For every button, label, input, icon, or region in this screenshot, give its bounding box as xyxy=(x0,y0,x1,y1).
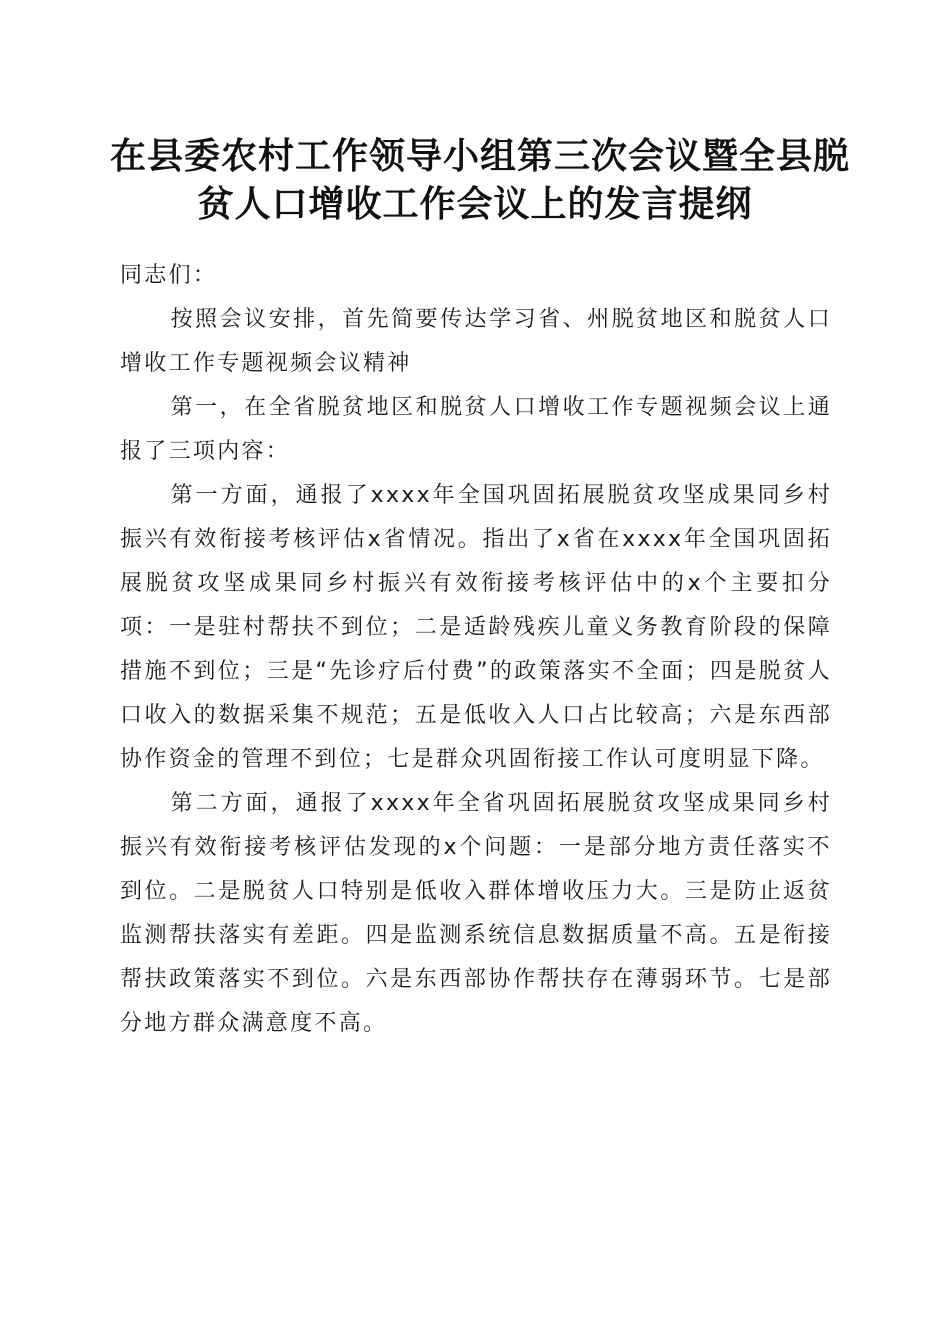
document-title xyxy=(110,132,851,228)
document-body xyxy=(120,254,832,1046)
salutation: 同志们： xyxy=(120,263,218,288)
paragraph-second-aspect: 第二方面，通报了xxxx年全省巩固拓展脱贫攻坚成果同乡村振兴有效衔接考核评估发现的x个问题：一是部分地方责任落实不到位。二是脱贫人口特别是低收入群体增收压力大。三是防止返贫监测帮扶落实有差距。四是监测系统信息数据质量不高。五是衔接帮扶政策落实不到位。六是东西部协作帮扶存在薄弱环节。七是部分地方群众满意度不高。 xyxy=(120,791,832,1036)
title-line-2: 贫人口增收工作会议上的发言提纲 xyxy=(197,183,753,225)
paragraph-intro: 按照会议安排，首先简要传达学习省、州脱贫地区和脱贫人口增收工作专题视频会议精神 xyxy=(120,307,832,376)
paragraph-first-point: 第一，在全省脱贫地区和脱贫人口增收工作专题视频会议上通报了三项内容： xyxy=(120,395,832,464)
paragraph-first-aspect: 第一方面，通报了xxxx年全国巩固拓展脱贫攻坚成果同乡村振兴有效衔接考核评估x省情况。指出了x省在xxxx年全国巩固拓展脱贫攻坚成果同乡村振兴有效衔接考核评估中的x个主要扣分项：一是驻村帮扶不到位；二是适龄残疾儿童义务教育阶段的保障措施不到位；三是“先诊疗后付费”的政策落实不全面；四是脱贫人口收入的数据采集不规范；五是低收入人口占比较高；六是东西部协作资金的管理不到位；七是群众巩固衔接工作认可度明显下降。 xyxy=(120,483,832,772)
title-line-1: 在县委农村工作领导小组第三次会议暨全县脱 xyxy=(110,135,851,177)
